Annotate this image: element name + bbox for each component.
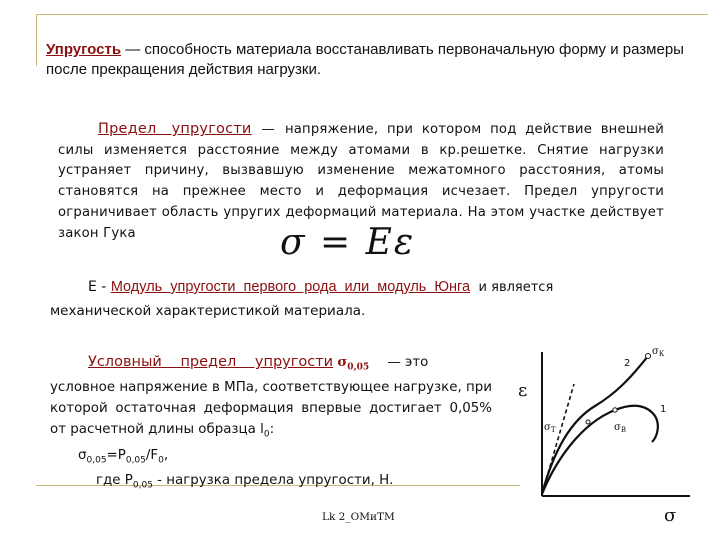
conditional-text: условное напряжение в МПа, соответствующее нагрузке, при которой остаточная деформация впервые достигает 0,05% от расчетной длины образца $l_0$: [50, 380, 492, 440]
modulus-tail: и является [478, 280, 554, 295]
conditional-where: где $P_{0,05}$ - нагрузка предела упругости, Н. [96, 473, 394, 491]
graph-curve-1 [542, 406, 658, 494]
modulus-line-2: механической характеристикой материала. [50, 303, 366, 319]
graph-label-sk: $\sigma_К$ [652, 346, 665, 358]
modulus-link[interactable]: Модуль упругости первого рода или модуль Юнга [110, 279, 471, 295]
definition-text: — способность материала восстанавливать первоначальную форму и размеры после прекращения действия нагрузки. [46, 41, 684, 78]
graph-curve-2 [542, 356, 648, 494]
definition-term: Упругость [46, 41, 122, 58]
conditional-limit-paragraph [50, 352, 492, 496]
graph-point-b [613, 408, 617, 412]
graph-label-2: 2 [624, 358, 631, 369]
hooke-formula: σ = Eε [280, 222, 416, 263]
graph-sigma-label: σ [664, 505, 677, 526]
stress-strain-graph [520, 344, 700, 504]
conditional-dash: — это [387, 355, 429, 370]
conditional-symbol: $\sigma_{0,05}$ [337, 354, 370, 373]
graph-point-k [646, 354, 651, 359]
graph-label-1: 1 [660, 404, 667, 415]
frame-left-line [36, 14, 37, 66]
elastic-limit-text: напряжение, при котором под действие внешней силы изменяется расстояние между атомами в кр.решетке. Снятие нагрузки устраняет причину, вызвавшую изменение межатомного расстояния, атомы становятся на прежнее место и деформация исчезает. Предел упругости ограничивает область упругих деформаций материала. На этом участке действует закон Гука [58, 122, 664, 241]
frame-top-line [36, 14, 708, 15]
graph-epsilon-label: ε [518, 380, 528, 401]
graph-label-sb: $\sigma_В$ [614, 422, 626, 434]
footer-label: Lk 2_ОМиТМ [322, 511, 395, 523]
conditional-formula: $\sigma_{0,05}=P_{0,05}/F_0$, [78, 447, 169, 466]
conditional-heading: Условный предел упругости [88, 354, 334, 370]
elastic-limit-heading: Предел упругости [98, 121, 252, 137]
conditional-heading-line [50, 352, 492, 378]
definition-paragraph [46, 40, 686, 80]
elastic-limit-dash: — [261, 122, 275, 137]
graph-label-st: $\sigma_Т$ [544, 422, 556, 434]
modulus-symbol: E - [88, 279, 107, 295]
modulus-line [88, 279, 553, 295]
graph-point-t [586, 420, 590, 424]
